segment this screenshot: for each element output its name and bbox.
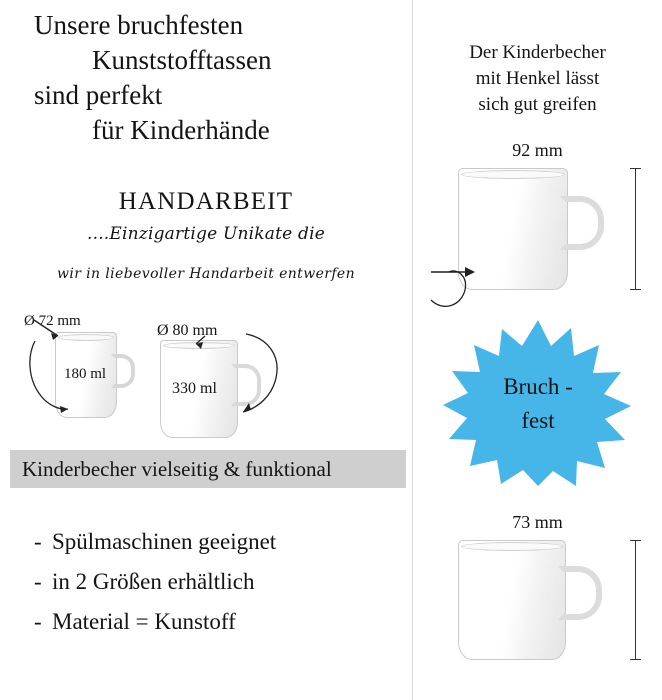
bottom-mug-height-label: 73 mm: [512, 512, 563, 532]
bullet-dash: -: [34, 529, 42, 554]
starburst-line-2: fest: [521, 408, 555, 433]
features-banner-label: Kinderbecher vielseitig & funktional: [22, 456, 332, 481]
mug-body: [458, 168, 568, 290]
mug-73mm-image: [458, 540, 618, 660]
script-line-2: wir in liebevoller Handarbeit entwerfen: [56, 266, 356, 282]
headline-line-2: Kunststofftassen: [92, 45, 272, 75]
right-heading-line-2: mit Henkel lässt: [475, 68, 600, 89]
handarbeit-title: HANDARBEIT: [118, 188, 294, 215]
features-banner: [10, 450, 406, 488]
list-item: [34, 522, 412, 562]
mug-rim: [461, 170, 565, 179]
mug-rim: [58, 334, 114, 341]
mug-handle: [111, 354, 135, 388]
mug-330ml-image: [160, 340, 264, 438]
mug-180ml-volume-label: 180 ml: [64, 366, 107, 382]
headline-line-4: für Kinderhände: [92, 115, 270, 145]
bullet-text: Material = Kunstoff: [52, 609, 236, 634]
mug-handle: [231, 364, 261, 406]
bullet-text: in 2 Größen erhältlich: [52, 569, 255, 594]
mug-rim: [461, 542, 563, 551]
bullet-text: Spülmaschinen geeignet: [52, 529, 277, 554]
right-column: [413, 0, 662, 700]
height-measure-bar-top: [635, 168, 636, 290]
script-line-1: ....Einzigartige Unikate die: [87, 224, 325, 244]
mug-rim: [163, 342, 235, 349]
mug-330ml-volume-label: 330 ml: [172, 380, 217, 397]
right-heading-line-3: sich gut greifen: [478, 94, 597, 115]
list-item: [34, 562, 412, 602]
mug-180ml-image: [55, 332, 137, 418]
starburst-line-1: Bruch -: [503, 374, 573, 399]
mug-body: [458, 540, 566, 660]
headline-line-3: sind perfekt: [34, 80, 163, 110]
small-mug-diameter-label: Ø 72 mm: [24, 313, 81, 329]
bruchfest-starburst: [443, 318, 633, 488]
right-heading: [413, 40, 662, 118]
starburst-text: [443, 370, 633, 438]
main-headline: [0, 8, 412, 148]
right-heading-line-1: Der Kinderbecher: [469, 42, 606, 63]
large-mug-diameter-label: Ø 80 mm: [157, 322, 218, 339]
headline-line-1: Unsere bruchfesten: [34, 10, 244, 40]
list-item: [34, 602, 412, 642]
bullet-dash: -: [34, 609, 42, 634]
top-mug-height-label: 92 mm: [512, 140, 563, 160]
mug-handle: [560, 196, 604, 250]
bullet-dash: -: [34, 569, 42, 594]
mug-handle: [558, 566, 602, 620]
mug-92mm-image: [458, 168, 618, 290]
height-measure-bar-bottom: [635, 540, 636, 660]
features-list: [34, 522, 412, 642]
